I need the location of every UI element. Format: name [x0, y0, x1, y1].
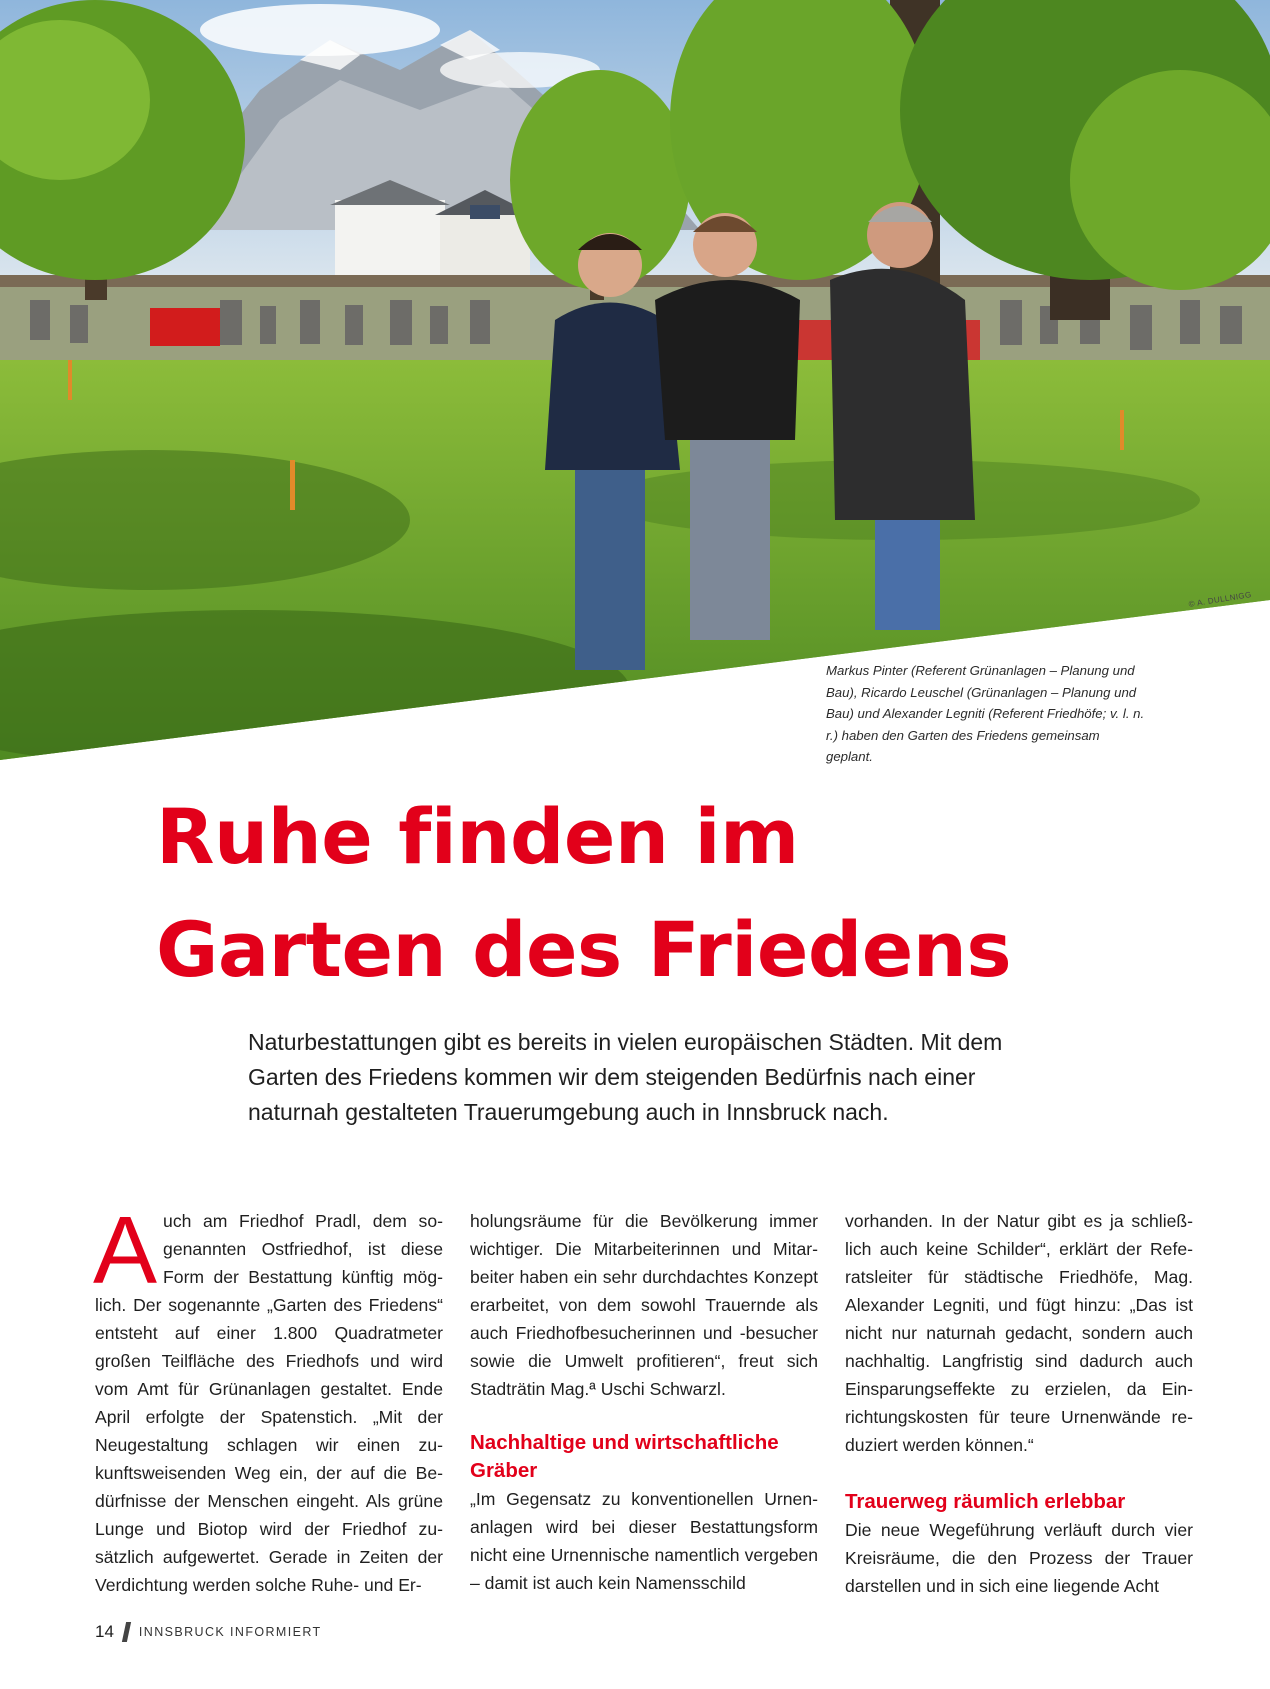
- article-column-1: [93, 1197, 443, 1599]
- column-1-text: uch am Friedhof Pradl, dem sogenannten Ostfriedhof, ist diese Form der Bestattung künftig möglich. Der sogenannte „Garten des Friedens“ entsteht auf einer 1.800 Quadratmeter großen Teilfläche des Friedhofs und wird vom Amt für Grünanlagen gestaltet. Ende April erfolgte der Spatenstich. „Mit der Neugestaltung schlagen wir einen zukunftsweisenden Weg ein, der auf die Bedürfnisse der Menschen eingeht. Als grüne Lunge und Biotop wird der Friedhof zusätzlich aufgewertet. Gerade in Zeiten der Verdichtung werden solche Ruhe- und Er-: [95, 1211, 443, 1595]
- headline-line-2: Garten des Friedens: [156, 905, 1012, 994]
- article-column-2: [470, 1207, 818, 1597]
- article-headline: [156, 780, 1156, 1006]
- photo-caption: Markus Pinter (Referent Grünanlagen – Planung und Bau), Ricardo Leuschel (Grünanlagen – Planung und Bau) und Alexander Legniti (Referent Friedhöfe; v. l. n. r.) haben den Garten des Friedens gemeinsam geplant.: [826, 663, 1145, 764]
- photo-credit: © A. DULLNIGG: [1188, 590, 1253, 609]
- slash-divider: [122, 1622, 131, 1642]
- subheading-sustainable-graves: Nachhaltige und wirtschaftliche Gräber: [470, 1431, 779, 1482]
- article-column-3: [845, 1207, 1193, 1600]
- subheading-mourning-path: Trauerweg räumlich erlebbar: [845, 1490, 1126, 1513]
- headline-line-1: Ruhe finden im: [156, 792, 799, 881]
- column-3-text-a: vorhanden. In der Natur gibt es ja schließlich auch keine Schilder“, erklärt der Referatsleiter für städtische Friedhöfe, Mag. Alexander Legniti, und fügt hinzu: „Das ist nicht nur naturnah gedacht, sondern auch nachhaltig. Langfristig sind dadurch auch Einsparungseffekte zu erzielen, da Einrichtungskosten für teure Urnenwände reduziert werden können.“: [845, 1211, 1193, 1455]
- hero-photo: [0, 0, 1270, 760]
- cemetery-scene-image: [0, 0, 1270, 760]
- column-2-text-a: holungsräume für die Bevölkerung immer wichtiger. Die Mitarbeiterinnen und Mitarbeiter haben ein sehr durchdachtes Konzept erarbeitet, von dem sowohl Trauernde als auch Friedhofbesucherinnen und -besucher sowie die Umwelt profitieren“, freut sich Stadträtin Mag.ª Uschi Schwarzl.: [470, 1211, 818, 1399]
- column-2-text-b: „Im Gegensatz zu konventionellen Urnenanlagen wird bei dieser Bestattungsform nicht eine Urnennische namentlich vergeben – damit ist auch kein Namensschild: [470, 1489, 818, 1593]
- page-number: 14: [95, 1622, 114, 1641]
- page-footer: [95, 1620, 322, 1644]
- drop-cap: A: [93, 1197, 158, 1304]
- column-3-text-b: Die neue Wegeführung verläuft durch vier Kreisräume, die den Prozess der Trauer darstellen und in sich eine liegende Acht: [845, 1520, 1193, 1596]
- publication-name: INNSBRUCK INFORMIERT: [138, 1625, 322, 1639]
- article-lead: Naturbestattungen gibt es bereits in vielen europäischen Städten. Mit dem Garten des Friedens kommen wir dem steigenden Bedürfnis nach einer naturnah gestalteten Trauerumgebung auch in Innsbruck nach.: [248, 1029, 1003, 1125]
